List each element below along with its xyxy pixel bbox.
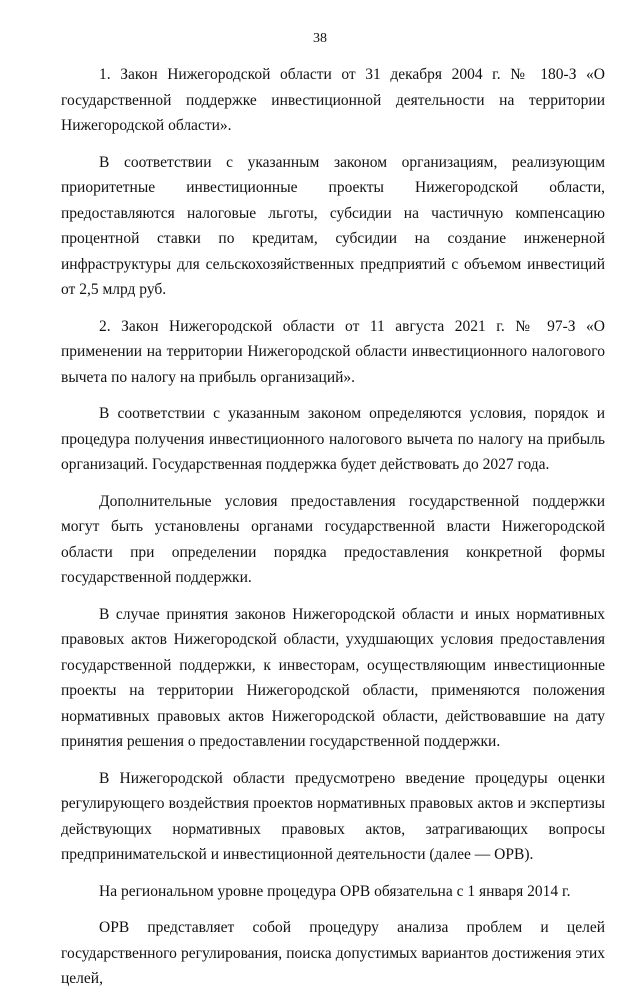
- paragraph-orv-mandatory: На региональном уровне процедура ОРВ обязательна с 1 января 2014 г.: [99, 882, 571, 900]
- body-text: [61, 62, 605, 1003]
- paragraph-orv-definition: ОРВ представляет собой процедуру анализа проблем и целей государственного регулирования, поиска допустимых вариантов достижения этих целей,: [61, 919, 605, 987]
- paragraph-law-97: 2. Закон Нижегородской области от 11 августа 2021 г. № 97-З «О применении на территории Нижегородской области инвестиционного налогового вычета по налогу на прибыль организаций».: [61, 317, 605, 386]
- paragraph-worsening-laws: В случае принятия законов Нижегородской области и иных нормативных правовых актов Нижегородской области, ухудшающих условия предоставления государственной поддержки, к инвесторам, осуществляющим инвестиционные проекты на территории Нижегородской области, применяются положения нормативных правовых актов Нижегородской области, действовавшие на дату принятия решения о предоставлении государственной поддержки.: [61, 605, 605, 750]
- page-number: 38: [313, 31, 327, 46]
- paragraph-law-180-benefits: В соответствии с указанным законом организациям, реализующим приоритетные инвестиционные проекты Нижегородской области, предоставляются налоговые льготы, субсидии на частичную компенсацию процентной ставки по кредитам, субсидии на создание инженерной инфраструктуры для сельскохозяйственных предприятий с объемом инвестиций от 2,5 млрд руб.: [61, 153, 605, 298]
- paragraph-additional-conditions: Дополнительные условия предоставления государственной поддержки могут быть установлены органами государственной власти Нижегородской области при определении порядка предоставления конкретной формы государственной поддержки.: [61, 492, 605, 586]
- paragraph-regulatory-assessment: В Нижегородской области предусмотрено введение процедуры оценки регулирующего воздействия проектов нормативных правовых актов и экспертизы действующих нормативных правовых актов, затрагивающих вопросы предпринимательской и инвестиционной деятельности (далее — ОРВ).: [61, 769, 605, 863]
- paragraph-law-180: 1. Закон Нижегородской области от 31 декабря 2004 г. № 180-З «О государственной поддержке инвестиционной деятельности на территории Нижегородской области».: [61, 66, 605, 134]
- paragraph-law-97-conditions: В соответствии с указанным законом определяются условия, порядок и процедура получения инвестиционного налогового вычета по налогу на прибыль организаций. Государственная поддержка будет действовать до 2027 года.: [61, 405, 605, 473]
